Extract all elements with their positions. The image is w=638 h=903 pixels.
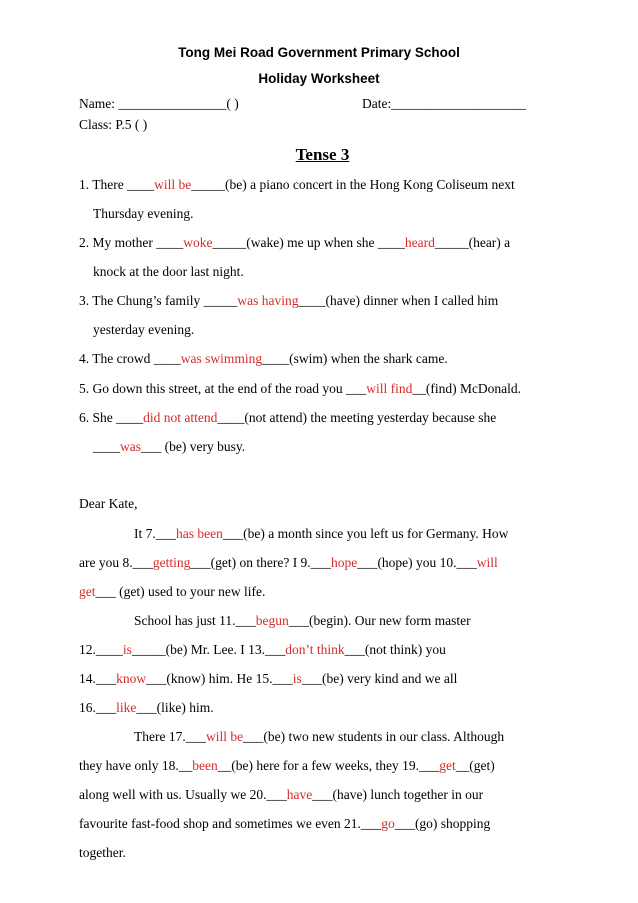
- question-3: 3. The Chung’s family _____was having____(have) dinner when I called him: [79, 293, 499, 308]
- answer: heard: [404, 235, 435, 250]
- answer: will find: [366, 381, 413, 396]
- letter-greeting: Dear Kate,: [79, 496, 138, 511]
- answer: go: [381, 816, 395, 831]
- question-1-cont: Thursday evening.: [93, 206, 194, 221]
- answer: getting: [152, 555, 191, 570]
- answer: don’t think: [285, 642, 345, 657]
- answer: will be: [205, 729, 244, 744]
- answer: was swimming: [180, 351, 263, 366]
- date-field: Date:____________________: [362, 96, 527, 111]
- answer: will be: [154, 177, 192, 192]
- school-name: Tong Mei Road Government Primary School: [178, 45, 460, 60]
- letter-line: favourite fast-food shop and sometimes we even 21.___go___(go) shopping: [79, 816, 491, 831]
- answer: been: [192, 758, 218, 773]
- answer: was having: [237, 293, 299, 308]
- letter-line: School has just 11.___begun___(begin). Our new form master: [134, 613, 471, 628]
- answer: has been: [176, 526, 223, 541]
- question-2: 2. My mother ____woke_____(wake) me up when she ____heard_____(hear) a: [79, 235, 511, 250]
- answer: is: [122, 642, 132, 657]
- letter-line: 12.____is_____(be) Mr. Lee. I 13.___don’t think___(not think) you: [79, 642, 446, 657]
- letter-line: It 7.___has been___(be) a month since you left us for Germany. How: [134, 526, 509, 541]
- answer: begun: [255, 613, 289, 628]
- question-4: 4. The crowd ____was swimming____(swim) when the shark came.: [79, 351, 448, 366]
- question-3-cont: yesterday evening.: [93, 322, 195, 337]
- letter-line: together.: [79, 845, 126, 860]
- question-6: 6. She ____did not attend____(not attend) the meeting yesterday because she: [79, 410, 497, 425]
- answer: was: [120, 439, 141, 454]
- class-field: Class: P.5 ( ): [79, 117, 148, 132]
- tense-title: Tense 3: [295, 145, 350, 164]
- letter-line: There 17.___will be___(be) two new students in our class. Although: [134, 729, 505, 744]
- letter-line: 14.___know___(know) him. He 15.___is___(be) very kind and we all: [79, 671, 458, 686]
- answer: get: [79, 584, 96, 599]
- answer: is: [292, 671, 302, 686]
- question-1: 1. There ____will be_____(be) a piano concert in the Hong Kong Coliseum next: [79, 177, 515, 192]
- answer: have: [286, 787, 313, 802]
- answer: know: [116, 671, 147, 686]
- answer: hope: [330, 555, 358, 570]
- answer: like: [116, 700, 137, 715]
- letter-line: along well with us. Usually we 20.___have___(have) lunch together in our: [79, 787, 484, 802]
- letter-line: they have only 18.__been__(be) here for a few weeks, they 19.___get__(get): [79, 758, 495, 773]
- letter-line: 16.___like___(like) him.: [79, 700, 214, 715]
- question-5: 5. Go down this street, at the end of the road you ___will find__(find) McDonald.: [79, 381, 522, 396]
- answer: get: [439, 758, 456, 773]
- answer: will: [476, 555, 498, 570]
- question-2-cont: knock at the door last night.: [93, 264, 244, 279]
- answer: did not attend: [143, 410, 218, 425]
- letter-line: are you 8.___getting___(get) on there? I 9.___hope___(hope) you 10.___will: [79, 555, 498, 570]
- letter-line: get___ (get) used to your new life.: [79, 584, 266, 599]
- worksheet-title: Holiday Worksheet: [258, 71, 380, 86]
- name-field: Name: ________________( ): [79, 96, 239, 111]
- answer: woke: [183, 235, 213, 250]
- question-6-cont: ____was___ (be) very busy.: [93, 439, 246, 454]
